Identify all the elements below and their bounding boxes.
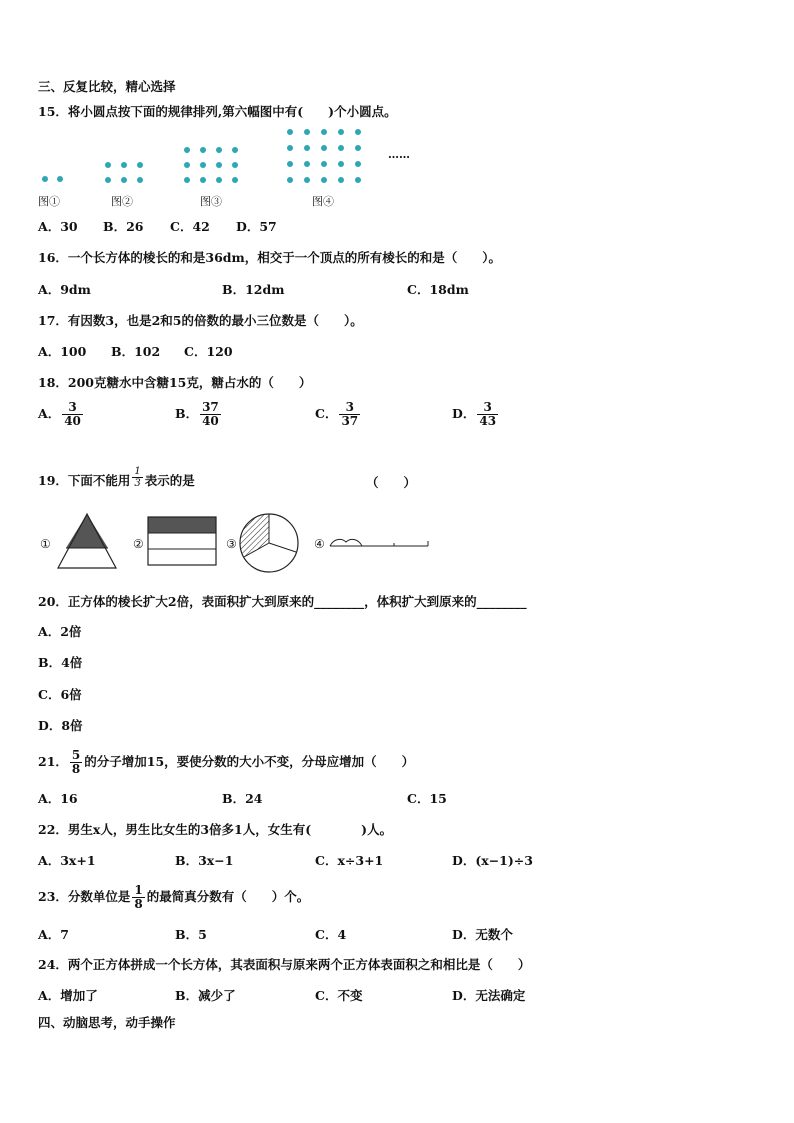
dot	[355, 161, 361, 167]
question-text: 19．下面不能用	[38, 473, 131, 488]
dot	[287, 161, 293, 167]
fraction: $\frac{1}{8}$	[134, 883, 143, 911]
option-c[interactable]: C．不变	[315, 988, 363, 1003]
question-24: 24．两个正方体拼成一个长方体，其表面积与原来两个正方体表面积之和相比是（ ）	[38, 957, 531, 972]
dot	[184, 162, 190, 168]
dot	[321, 145, 327, 151]
figure-label-3: 图③	[200, 195, 222, 208]
question-16: 16．一个长方体的棱长的和是36dm，相交于一个顶点的所有棱长的和是（ ）。	[38, 250, 502, 265]
option-a[interactable]: A．100	[38, 344, 87, 359]
option-b[interactable]	[175, 401, 223, 428]
dot	[355, 177, 361, 183]
figure-label-3: ③	[226, 537, 237, 551]
option-c[interactable]: C．6倍	[38, 687, 82, 702]
option-letter: A．	[38, 406, 61, 421]
figure-label-4: ④	[314, 537, 325, 551]
option-d[interactable]: D．无法确定	[452, 988, 526, 1003]
fraction: $\frac{37}{40}$	[202, 400, 219, 428]
dot	[287, 129, 293, 135]
dot	[137, 162, 143, 168]
question-23	[38, 884, 309, 911]
dot	[184, 177, 190, 183]
question-17: 17．有因数3，也是2和5的倍数的最小三位数是（ ）。	[38, 313, 363, 328]
option-b[interactable]: B．12dm	[222, 282, 285, 297]
question-text: 表示的是	[144, 473, 195, 488]
option-a[interactable]: A．16	[38, 791, 78, 806]
dot	[57, 176, 63, 182]
option-a[interactable]: A．增加了	[38, 988, 98, 1003]
option-a[interactable]: A．7	[38, 927, 69, 942]
option-a[interactable]: A．30	[38, 219, 78, 234]
question-15: 15．将小圆点按下面的规律排列,第六幅图中有( )个小圆点。	[38, 104, 397, 119]
answer-blank: （ ）	[366, 475, 417, 490]
option-c[interactable]: C．18dm	[407, 282, 469, 297]
dot	[338, 161, 344, 167]
dot	[287, 145, 293, 151]
option-letter: D．	[452, 406, 476, 421]
dot	[304, 177, 310, 183]
option-a[interactable]: A．2倍	[38, 624, 82, 639]
dot	[232, 177, 238, 183]
dot	[304, 161, 310, 167]
question-text: 的分子增加15，要使分数的大小不变，分母应增加（ ）	[84, 754, 415, 769]
dot	[338, 129, 344, 135]
dot	[200, 147, 206, 153]
figure-label-4: 图④	[312, 195, 334, 208]
question-text: 21．	[38, 754, 68, 769]
question-19	[38, 466, 195, 489]
dot	[216, 162, 222, 168]
dot	[200, 177, 206, 183]
option-d[interactable]: D．无数个	[452, 927, 513, 942]
dot	[232, 147, 238, 153]
dot	[105, 177, 111, 183]
option-b[interactable]: B．102	[111, 344, 161, 359]
line-segment-figure	[328, 534, 432, 550]
dot	[355, 145, 361, 151]
option-a[interactable]: A．9dm	[38, 282, 91, 297]
dot	[321, 161, 327, 167]
option-b[interactable]: B．26	[103, 219, 144, 234]
option-c[interactable]: C．15	[407, 791, 447, 806]
option-d[interactable]: D．(x−1)÷3	[452, 853, 533, 868]
dot	[232, 162, 238, 168]
fraction: $\frac{3}{40}$	[64, 400, 81, 428]
option-c[interactable]: C．x÷3+1	[315, 853, 384, 868]
question-20: 20．正方体的棱长扩大2倍，表面积扩大到原来的________，体积扩大到原来的________	[38, 594, 527, 609]
dot	[304, 129, 310, 135]
dot	[105, 162, 111, 168]
fraction: $\frac{5}{8}$	[71, 748, 81, 776]
triangle-figure	[55, 512, 125, 570]
option-b[interactable]: B．3x−1	[175, 853, 234, 868]
dot	[355, 129, 361, 135]
question-18: 18．200克糖水中含糖15克，糖占水的（ ）	[38, 375, 312, 390]
option-letter: C．	[315, 406, 338, 421]
figure-label-1: 图①	[38, 195, 60, 208]
option-letter: B．	[175, 406, 199, 421]
circle-figure	[238, 512, 302, 574]
option-b[interactable]: B．24	[222, 791, 263, 806]
section-title: 四、动脑思考，动手操作	[38, 1015, 176, 1030]
option-a[interactable]	[38, 401, 85, 428]
option-c[interactable]: C．42	[170, 219, 210, 234]
dot	[184, 147, 190, 153]
question-text: 的最简真分数有（ ）个。	[146, 889, 310, 904]
fraction: $\frac{1}{3}$	[134, 466, 141, 489]
figure-label-2: 图②	[111, 195, 133, 208]
question-text: 23．分数单位是	[38, 889, 131, 904]
figure-label-1: ①	[40, 537, 51, 551]
question-22: 22．男生x人，男生比女生的3倍多1人，女生有( )人。	[38, 822, 393, 837]
dot	[304, 145, 310, 151]
rectangle-figure	[147, 516, 219, 568]
dot	[216, 147, 222, 153]
dot	[200, 162, 206, 168]
option-c[interactable]: C．120	[184, 344, 233, 359]
fraction: $\frac{3}{37}$	[341, 400, 359, 428]
option-c[interactable]	[315, 401, 362, 428]
option-a[interactable]: A．3x+1	[38, 853, 96, 868]
option-b[interactable]: B．减少了	[175, 988, 236, 1003]
dot	[216, 177, 222, 183]
dot	[121, 162, 127, 168]
section-title: 三、反复比较，精心选择	[38, 79, 176, 94]
dot	[42, 176, 48, 182]
dot	[137, 177, 143, 183]
figure-label-2: ②	[133, 537, 144, 551]
option-b[interactable]: B．4倍	[38, 655, 83, 670]
ellipsis: ……	[388, 148, 410, 161]
dot	[338, 145, 344, 151]
dot	[321, 129, 327, 135]
dot	[321, 177, 327, 183]
option-d[interactable]	[452, 401, 500, 428]
option-b[interactable]: B．5	[175, 927, 207, 942]
dot	[121, 177, 127, 183]
option-c[interactable]: C．4	[315, 927, 347, 942]
question-21	[38, 749, 414, 776]
dot	[338, 177, 344, 183]
option-d[interactable]: D．8倍	[38, 718, 83, 733]
fraction: $\frac{3}{43}$	[479, 400, 497, 428]
dot	[287, 177, 293, 183]
option-d[interactable]: D．57	[236, 219, 277, 234]
